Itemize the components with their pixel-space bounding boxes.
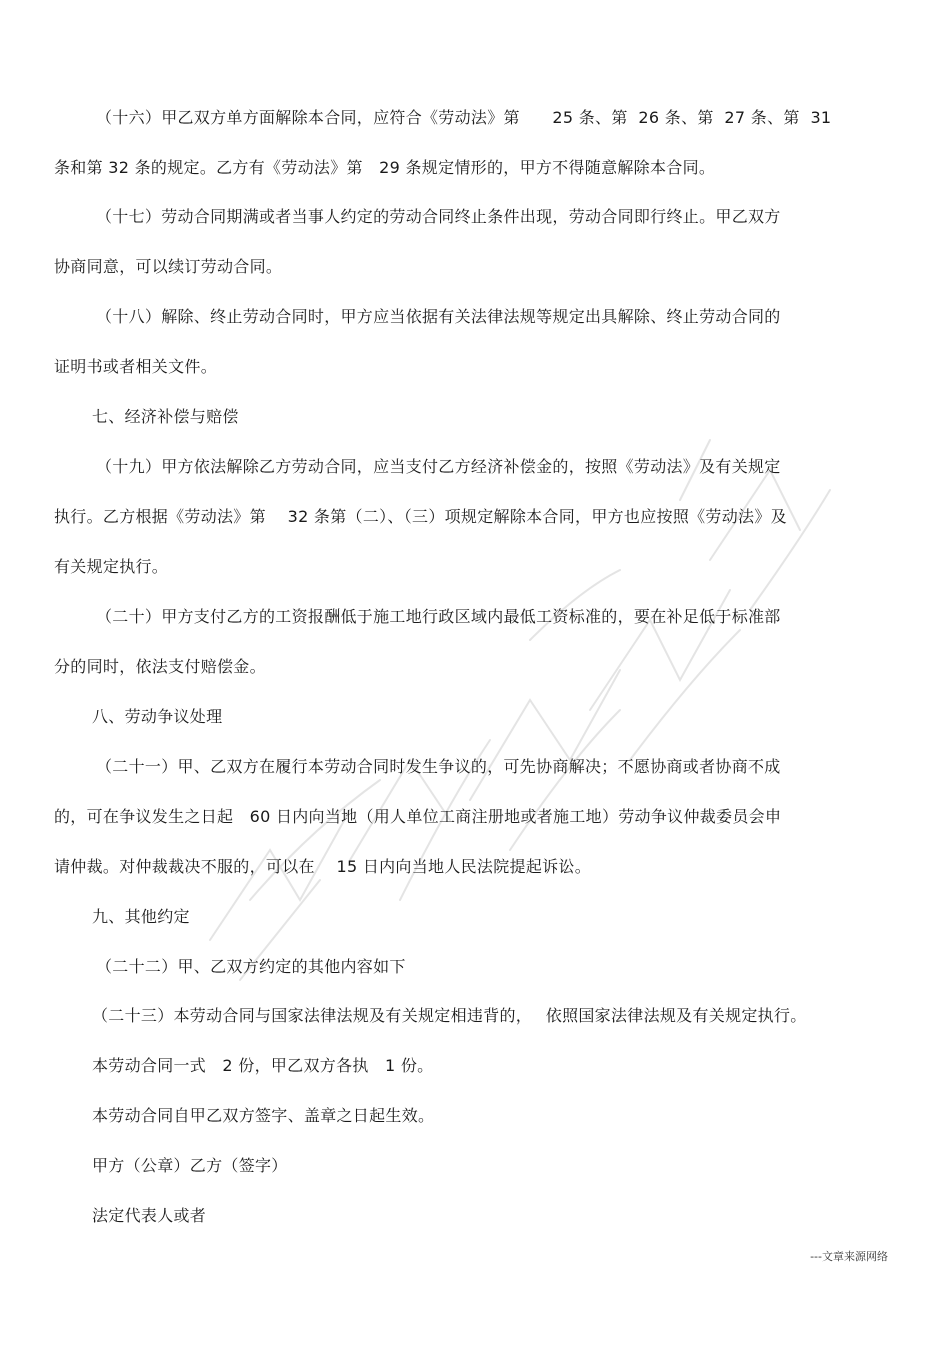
clause-21-line-3: 请仲裁。对仲裁裁决不服的，可以在 15 日内向当地人民法院提起诉讼。 [54,857,592,876]
source-footer: ---文章来源网络 [810,1250,888,1263]
clause-19-line-1: （十九）甲方依法解除乙方劳动合同，应当支付乙方经济补偿金的，按照《劳动法》及有关规定 [96,457,781,476]
clause-17-line-1: （十七）劳动合同期满或者当事人约定的劳动合同终止条件出现，劳动合同即行终止。甲乙双方 [96,207,781,226]
clause-21-line-1: （二十一）甲、乙双方在履行本劳动合同时发生争议的，可先协商解决；不愿协商或者协商不成 [96,757,781,776]
clause-16-line-1: （十六）甲乙双方单方面解除本合同，应符合《劳动法》第 25 条、第 26 条、第 27 条、第 31 [96,108,832,127]
clause-17-line-2: 协商同意，可以续订劳动合同。 [54,257,283,276]
clause-22: （二十二）甲、乙双方约定的其他内容如下 [96,957,406,976]
clause-19-line-2: 执行。乙方根据《劳动法》第 32 条第（二）、（三）项规定解除本合同，甲方也应按照《劳动法》及 [54,507,787,526]
clause-16-line-2: 条和第 32 条的规定。乙方有《劳动法》第 29 条规定情形的，甲方不得随意解除本合同。 [54,158,716,177]
legal-representative: 法定代表人或者 [92,1206,207,1225]
clause-18-line-2: 证明书或者相关文件。 [54,357,218,376]
section-9-heading: 九、其他约定 [92,907,190,926]
clause-21-line-2: 的，可在争议发生之日起 60 日内向当地（用人单位工商注册地或者施工地）劳动争议仲裁委员会申 [54,807,782,826]
clause-18-line-1: （十八）解除、终止劳动合同时，甲方应当依据有关法律法规等规定出具解除、终止劳动合同的 [96,307,781,326]
clause-23: （二十三）本劳动合同与国家法律法规及有关规定相违背的， 依照国家法律法规及有关规定执行。 [92,1006,807,1025]
section-7-heading: 七、经济补偿与赔偿 [92,407,239,426]
clause-20-line-2: 分的同时，依法支付赔偿金。 [54,657,266,676]
effective-statement: 本劳动合同自甲乙双方签字、盖章之日起生效。 [92,1106,435,1125]
clause-20-line-1: （二十）甲方支付乙方的工资报酬低于施工地行政区域内最低工资标准的，要在补足低于标准部 [96,607,781,626]
section-8-heading: 八、劳动争议处理 [92,707,223,726]
clause-19-line-3: 有关规定执行。 [54,557,169,576]
signature-parties: 甲方（公章）乙方（签字） [92,1156,288,1175]
copies-statement: 本劳动合同一式 2 份，甲乙双方各执 1 份。 [92,1056,434,1075]
